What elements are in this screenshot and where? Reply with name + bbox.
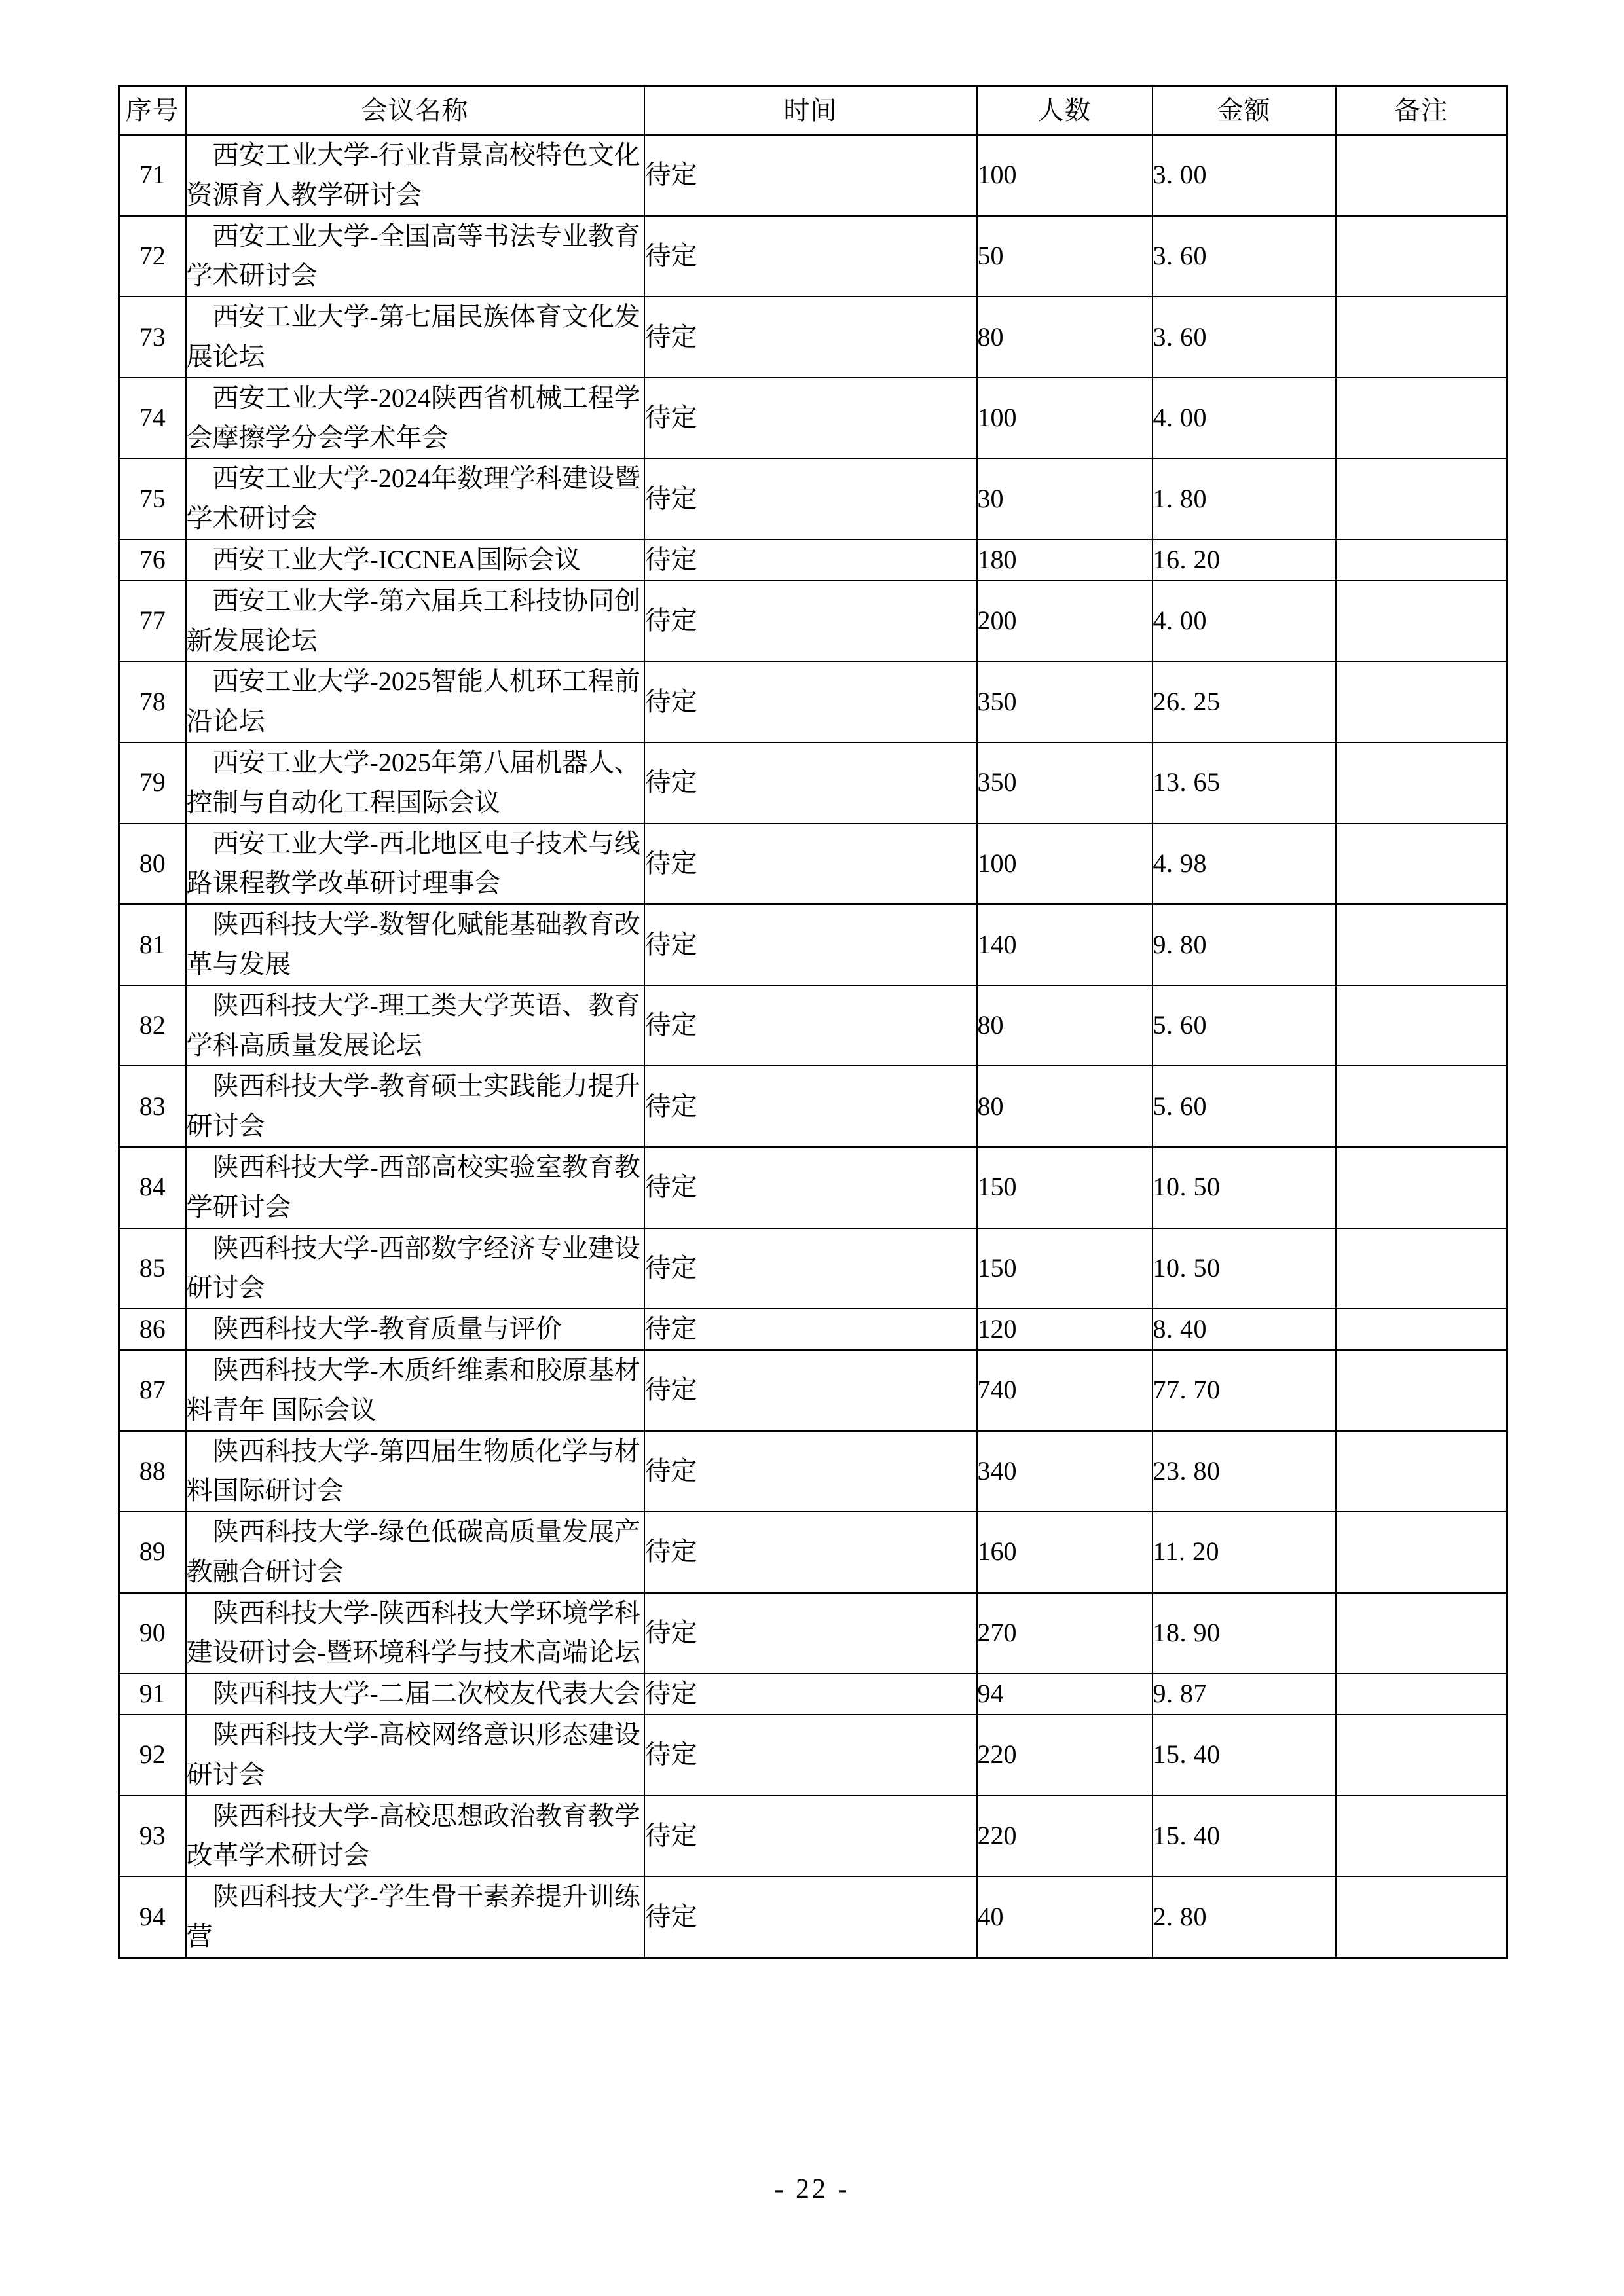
page-number: - 22 - [774,2174,850,2204]
cell-time: 待定 [644,824,977,905]
cell-note [1336,1715,1507,1796]
cell-count: 220 [977,1796,1153,1877]
cell-name: 西安工业大学-2025年第八届机器人、控制与自动化工程国际会议 [186,742,644,824]
cell-name: 陕西科技大学-二届二次校友代表大会 [186,1673,644,1715]
cell-seq: 73 [119,297,186,378]
cell-name: 陕西科技大学-陕西科技大学环境学科建设研讨会-暨环境科学与技术高端论坛 [186,1593,644,1674]
cell-name: 陕西科技大学-第四届生物质化学与材料国际研讨会 [186,1431,644,1512]
column-header-time: 时间 [644,86,977,136]
cell-count: 100 [977,378,1153,459]
cell-time: 待定 [644,1593,977,1674]
cell-amount: 13. 65 [1153,742,1336,824]
cell-seq: 74 [119,378,186,459]
table-row [119,1309,1507,1350]
cell-amount: 2. 80 [1153,1876,1336,1958]
cell-name: 西安工业大学-第六届兵工科技协同创新发展论坛 [186,581,644,662]
cell-time: 待定 [644,1309,977,1350]
table-body [119,135,1507,1958]
cell-amount: 3. 60 [1153,216,1336,297]
cell-count: 740 [977,1350,1153,1431]
cell-amount: 77. 70 [1153,1350,1336,1431]
cell-count: 150 [977,1228,1153,1309]
table-row [119,1147,1507,1228]
cell-count: 350 [977,742,1153,824]
conference-table-container [118,85,1506,1959]
cell-name: 陕西科技大学-西部高校实验室教育教学研讨会 [186,1147,644,1228]
cell-count: 270 [977,1593,1153,1674]
cell-count: 80 [977,1066,1153,1147]
cell-time: 待定 [644,1147,977,1228]
table-row [119,1796,1507,1877]
column-header-name: 会议名称 [186,86,644,136]
cell-amount: 26. 25 [1153,661,1336,742]
cell-count: 160 [977,1512,1153,1593]
cell-amount: 18. 90 [1153,1593,1336,1674]
cell-note [1336,135,1507,216]
cell-time: 待定 [644,904,977,985]
table-row [119,1228,1507,1309]
table-row [119,1715,1507,1796]
table-row [119,378,1507,459]
cell-note [1336,661,1507,742]
cell-amount: 10. 50 [1153,1228,1336,1309]
cell-seq: 75 [119,458,186,539]
cell-name: 陕西科技大学-理工类大学英语、教育学科高质量发展论坛 [186,985,644,1066]
cell-time: 待定 [644,1431,977,1512]
cell-seq: 78 [119,661,186,742]
cell-seq: 76 [119,539,186,581]
cell-time: 待定 [644,539,977,581]
cell-note [1336,1796,1507,1877]
cell-amount: 16. 20 [1153,539,1336,581]
cell-name: 陕西科技大学-学生骨干素养提升训练营 [186,1876,644,1958]
cell-time: 待定 [644,135,977,216]
table-header-row [119,86,1507,136]
cell-note [1336,1876,1507,1958]
cell-note [1336,378,1507,459]
cell-time: 待定 [644,297,977,378]
cell-amount: 9. 80 [1153,904,1336,985]
cell-seq: 88 [119,1431,186,1512]
cell-count: 340 [977,1431,1153,1512]
table-row [119,742,1507,824]
cell-time: 待定 [644,1350,977,1431]
cell-seq: 90 [119,1593,186,1674]
cell-time: 待定 [644,378,977,459]
cell-count: 220 [977,1715,1153,1796]
cell-note [1336,458,1507,539]
table-row [119,904,1507,985]
cell-seq: 71 [119,135,186,216]
cell-amount: 4. 00 [1153,378,1336,459]
cell-name: 西安工业大学-2024陕西省机械工程学会摩擦学分会学术年会 [186,378,644,459]
cell-name: 陕西科技大学-高校思想政治教育教学改革学术研讨会 [186,1796,644,1877]
cell-amount: 23. 80 [1153,1431,1336,1512]
table-row [119,581,1507,662]
cell-amount: 4. 00 [1153,581,1336,662]
cell-note [1336,1350,1507,1431]
cell-note [1336,1066,1507,1147]
cell-time: 待定 [644,1796,977,1877]
cell-count: 180 [977,539,1153,581]
cell-seq: 89 [119,1512,186,1593]
cell-name: 陕西科技大学-数智化赋能基础教育改革与发展 [186,904,644,985]
cell-note [1336,824,1507,905]
cell-count: 80 [977,297,1153,378]
cell-count: 30 [977,458,1153,539]
cell-seq: 87 [119,1350,186,1431]
cell-amount: 3. 60 [1153,297,1336,378]
cell-name: 陕西科技大学-绿色低碳高质量发展产教融合研讨会 [186,1512,644,1593]
column-header-note: 备注 [1336,86,1507,136]
cell-name: 西安工业大学-2024年数理学科建设暨学术研讨会 [186,458,644,539]
cell-amount: 15. 40 [1153,1796,1336,1877]
column-header-seq: 序号 [119,86,186,136]
cell-seq: 94 [119,1876,186,1958]
cell-time: 待定 [644,458,977,539]
cell-time: 待定 [644,985,977,1066]
cell-seq: 92 [119,1715,186,1796]
cell-amount: 10. 50 [1153,1147,1336,1228]
cell-time: 待定 [644,661,977,742]
cell-count: 350 [977,661,1153,742]
table-row [119,135,1507,216]
cell-time: 待定 [644,742,977,824]
cell-note [1336,539,1507,581]
cell-note [1336,1309,1507,1350]
table-row [119,1066,1507,1147]
cell-seq: 86 [119,1309,186,1350]
cell-name: 西安工业大学-西北地区电子技术与线路课程教学改革研讨理事会 [186,824,644,905]
cell-count: 140 [977,904,1153,985]
cell-seq: 82 [119,985,186,1066]
cell-time: 待定 [644,216,977,297]
table-row [119,661,1507,742]
cell-note [1336,1431,1507,1512]
cell-amount: 5. 60 [1153,1066,1336,1147]
cell-note [1336,216,1507,297]
cell-count: 120 [977,1309,1153,1350]
cell-time: 待定 [644,581,977,662]
cell-count: 200 [977,581,1153,662]
column-header-count: 人数 [977,86,1153,136]
table-row [119,1876,1507,1958]
conference-table [118,85,1508,1959]
cell-seq: 77 [119,581,186,662]
cell-name: 西安工业大学-第七届民族体育文化发展论坛 [186,297,644,378]
cell-name: 陕西科技大学-木质纤维素和胶原基材料青年 国际会议 [186,1350,644,1431]
table-row [119,1673,1507,1715]
cell-amount: 3. 00 [1153,135,1336,216]
cell-count: 100 [977,135,1153,216]
cell-count: 40 [977,1876,1153,1958]
cell-note [1336,985,1507,1066]
table-row [119,458,1507,539]
cell-time: 待定 [644,1228,977,1309]
cell-note [1336,1673,1507,1715]
cell-amount: 4. 98 [1153,824,1336,905]
cell-name: 西安工业大学-行业背景高校特色文化资源育人教学研讨会 [186,135,644,216]
cell-time: 待定 [644,1512,977,1593]
cell-count: 100 [977,824,1153,905]
cell-time: 待定 [644,1673,977,1715]
cell-name: 陕西科技大学-西部数字经济专业建设研讨会 [186,1228,644,1309]
cell-amount: 11. 20 [1153,1512,1336,1593]
cell-seq: 83 [119,1066,186,1147]
cell-time: 待定 [644,1066,977,1147]
table-row [119,824,1507,905]
table-row [119,1593,1507,1674]
table-row [119,1512,1507,1593]
cell-note [1336,581,1507,662]
cell-name: 陕西科技大学-教育硕士实践能力提升研讨会 [186,1066,644,1147]
table-row [119,539,1507,581]
cell-seq: 84 [119,1147,186,1228]
cell-note [1336,1512,1507,1593]
cell-note [1336,297,1507,378]
cell-seq: 93 [119,1796,186,1877]
cell-seq: 72 [119,216,186,297]
cell-name: 西安工业大学-ICCNEA国际会议 [186,539,644,581]
cell-amount: 9. 87 [1153,1673,1336,1715]
cell-count: 150 [977,1147,1153,1228]
cell-count: 94 [977,1673,1153,1715]
cell-seq: 81 [119,904,186,985]
cell-count: 80 [977,985,1153,1066]
cell-time: 待定 [644,1715,977,1796]
table-row [119,1431,1507,1512]
table-row [119,216,1507,297]
cell-count: 50 [977,216,1153,297]
cell-seq: 79 [119,742,186,824]
table-row [119,1350,1507,1431]
cell-note [1336,1593,1507,1674]
cell-note [1336,742,1507,824]
cell-name: 陕西科技大学-高校网络意识形态建设研讨会 [186,1715,644,1796]
table-row [119,985,1507,1066]
cell-note [1336,1147,1507,1228]
cell-seq: 80 [119,824,186,905]
cell-amount: 1. 80 [1153,458,1336,539]
cell-amount: 8. 40 [1153,1309,1336,1350]
cell-name: 西安工业大学-全国高等书法专业教育学术研讨会 [186,216,644,297]
cell-note [1336,904,1507,985]
column-header-amount: 金额 [1153,86,1336,136]
cell-name: 陕西科技大学-教育质量与评价 [186,1309,644,1350]
cell-seq: 91 [119,1673,186,1715]
cell-note [1336,1228,1507,1309]
cell-amount: 15. 40 [1153,1715,1336,1796]
cell-seq: 85 [119,1228,186,1309]
cell-time: 待定 [644,1876,977,1958]
table-header [119,86,1507,136]
cell-name: 西安工业大学-2025智能人机环工程前沿论坛 [186,661,644,742]
table-row [119,297,1507,378]
cell-amount: 5. 60 [1153,985,1336,1066]
